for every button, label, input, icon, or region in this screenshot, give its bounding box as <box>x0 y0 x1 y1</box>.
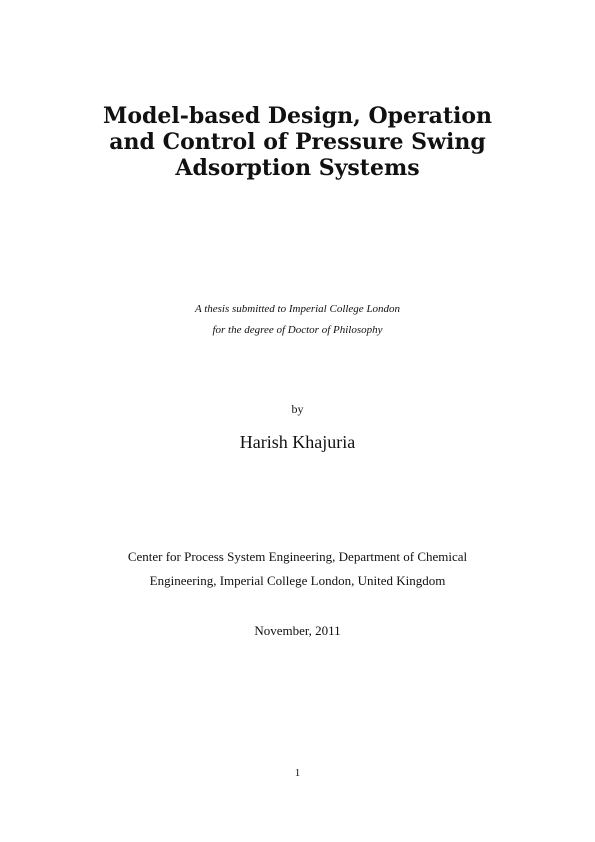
submission-line-2: for the degree of Doctor of Philosophy <box>212 324 383 336</box>
affiliation-line-1: Center for Process System Engineering, Department of Chemical <box>127 549 468 564</box>
submission-line-1: A thesis submitted to Imperial College London <box>194 303 401 315</box>
submission-date: November, 2011 <box>254 623 341 638</box>
submission-statement <box>0 299 595 341</box>
thesis-title-line-3: Adsorption Systems <box>175 155 420 181</box>
author-name: Harish Khajuria <box>239 432 356 452</box>
thesis-title <box>0 103 595 181</box>
page-number: 1 <box>294 767 301 779</box>
thesis-title-line-2: and Control of Pressure Swing <box>109 129 486 155</box>
affiliation-line-2: Engineering, Imperial College London, United Kingdom <box>149 573 446 588</box>
author-affiliation <box>0 545 595 593</box>
by-label: by <box>291 402 304 416</box>
thesis-title-line-1: Model-based Design, Operation <box>102 103 493 129</box>
